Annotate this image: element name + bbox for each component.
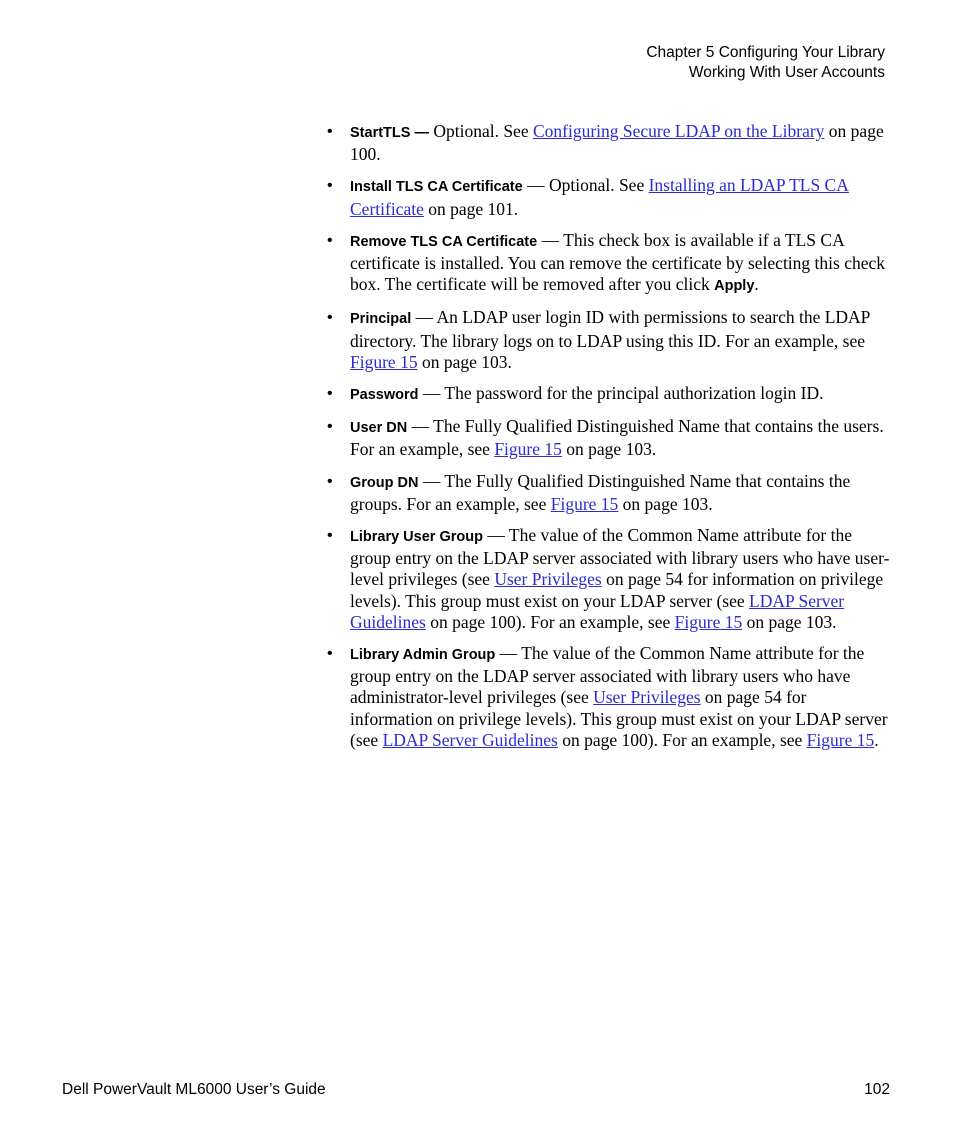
bullet-icon: • <box>327 385 333 403</box>
page-number: 102 <box>864 1081 890 1098</box>
cross-reference-link[interactable]: Figure 15 <box>550 493 619 514</box>
list-item-principal <box>327 307 893 373</box>
description-text: Optional. See <box>428 121 533 141</box>
bullet-icon: • <box>327 418 333 436</box>
description-text: on page 54 for information on privilege levels). This group must exist on your LDAP server (see <box>350 687 888 750</box>
term-label: StartTLS — <box>350 125 429 141</box>
cross-reference-link[interactable]: User Privileges <box>494 569 602 590</box>
page-header <box>646 43 885 83</box>
term-label: Password <box>350 387 419 404</box>
cross-reference-link[interactable]: Installing an LDAP TLS CA Certificate <box>350 175 849 219</box>
description-text: on page 100). For an example, see <box>557 729 807 750</box>
list-item-group-dn <box>327 471 893 515</box>
cross-reference-link[interactable]: User Privileges <box>593 687 701 708</box>
cross-reference-link[interactable]: Figure 15 <box>350 351 418 372</box>
description-text: on page 101. <box>423 198 519 219</box>
description-text: — Optional. See <box>522 175 649 196</box>
term-label: Remove TLS CA Certificate <box>350 233 538 250</box>
bullet-list <box>327 121 893 751</box>
term-label: Library Admin Group <box>350 647 496 664</box>
term-label: Install TLS CA Certificate <box>350 179 523 196</box>
field-descriptions <box>327 121 893 761</box>
list-item-password <box>327 383 893 406</box>
footer-title: Dell PowerVault ML6000 User’s Guide <box>62 1081 326 1098</box>
description-text: on page 103. <box>742 611 837 632</box>
description-text: on page 103. <box>417 351 512 372</box>
list-item-user-dn <box>327 416 893 460</box>
description-text: — The value of the Common Name attribute for the group entry on the LDAP server associated with library users who have administrator-level privileges (see <box>350 643 865 708</box>
description-text: on page 103. <box>618 493 713 514</box>
list-item-remove-tls-ca-certificate <box>327 230 893 298</box>
description-text: on page 100. <box>350 121 884 165</box>
description-text: — The password for the principal authorization login ID. <box>418 383 824 404</box>
section-title: Working With User Accounts <box>688 64 885 81</box>
bullet-icon: • <box>327 177 333 195</box>
bullet-icon: • <box>327 231 333 249</box>
cross-reference-link[interactable]: LDAP Server Guidelines <box>382 729 558 750</box>
description-text: — The value of the Common Name attribute for the group entry on the LDAP server associated with library users who have user-level privileges (see <box>350 525 890 590</box>
description-text: — This check box is available if a TLS CA certificate is installed. You can remove the certificate by selecting this check box. The certificate will be removed after you click <box>350 229 886 295</box>
description-text: — The Fully Qualified Distinguished Name that contains the groups. For an example, see <box>350 470 851 514</box>
description-text: on page 103. <box>561 439 657 460</box>
description-text: on page 100). For an example, see <box>425 611 675 632</box>
cross-reference-link[interactable]: Figure 15 <box>806 729 875 750</box>
cross-reference-link[interactable]: Figure 15 <box>494 439 562 460</box>
description-text: — An LDAP user login ID with permissions to search the LDAP directory. The library logs on to LDAP using this ID. For an example, see <box>350 307 870 351</box>
description-text: on page 54 for information on privilege levels). This group must exist on your LDAP server (see <box>350 569 884 611</box>
term-label: Library User Group <box>350 529 483 546</box>
chapter-title: Chapter 5 Configuring Your Library <box>646 44 885 61</box>
bullet-icon: • <box>327 527 333 545</box>
description-text: . <box>754 274 759 295</box>
description-text: . <box>874 729 879 750</box>
bullet-icon: • <box>327 309 333 327</box>
ui-label-apply: Apply <box>714 278 755 295</box>
term-label: Group DN <box>350 474 419 491</box>
cross-reference-link[interactable]: Configuring Secure LDAP on the Library <box>532 121 825 141</box>
cross-reference-link[interactable]: LDAP Server Guidelines <box>350 590 845 632</box>
term-label: User DN <box>350 420 408 437</box>
description-text: — The Fully Qualified Distinguished Name that contains the users. For an example, see <box>350 416 884 460</box>
bullet-icon: • <box>327 123 333 140</box>
list-item-install-tls-ca-certificate <box>327 175 893 219</box>
bullet-icon: • <box>327 645 333 663</box>
list-item-starttls <box>327 121 893 165</box>
term-label: Principal <box>350 311 412 328</box>
list-item-library-admin-group <box>327 643 893 751</box>
cross-reference-link[interactable]: Figure 15 <box>674 611 743 632</box>
bullet-icon: • <box>327 472 333 490</box>
list-item-library-user-group <box>327 525 893 633</box>
